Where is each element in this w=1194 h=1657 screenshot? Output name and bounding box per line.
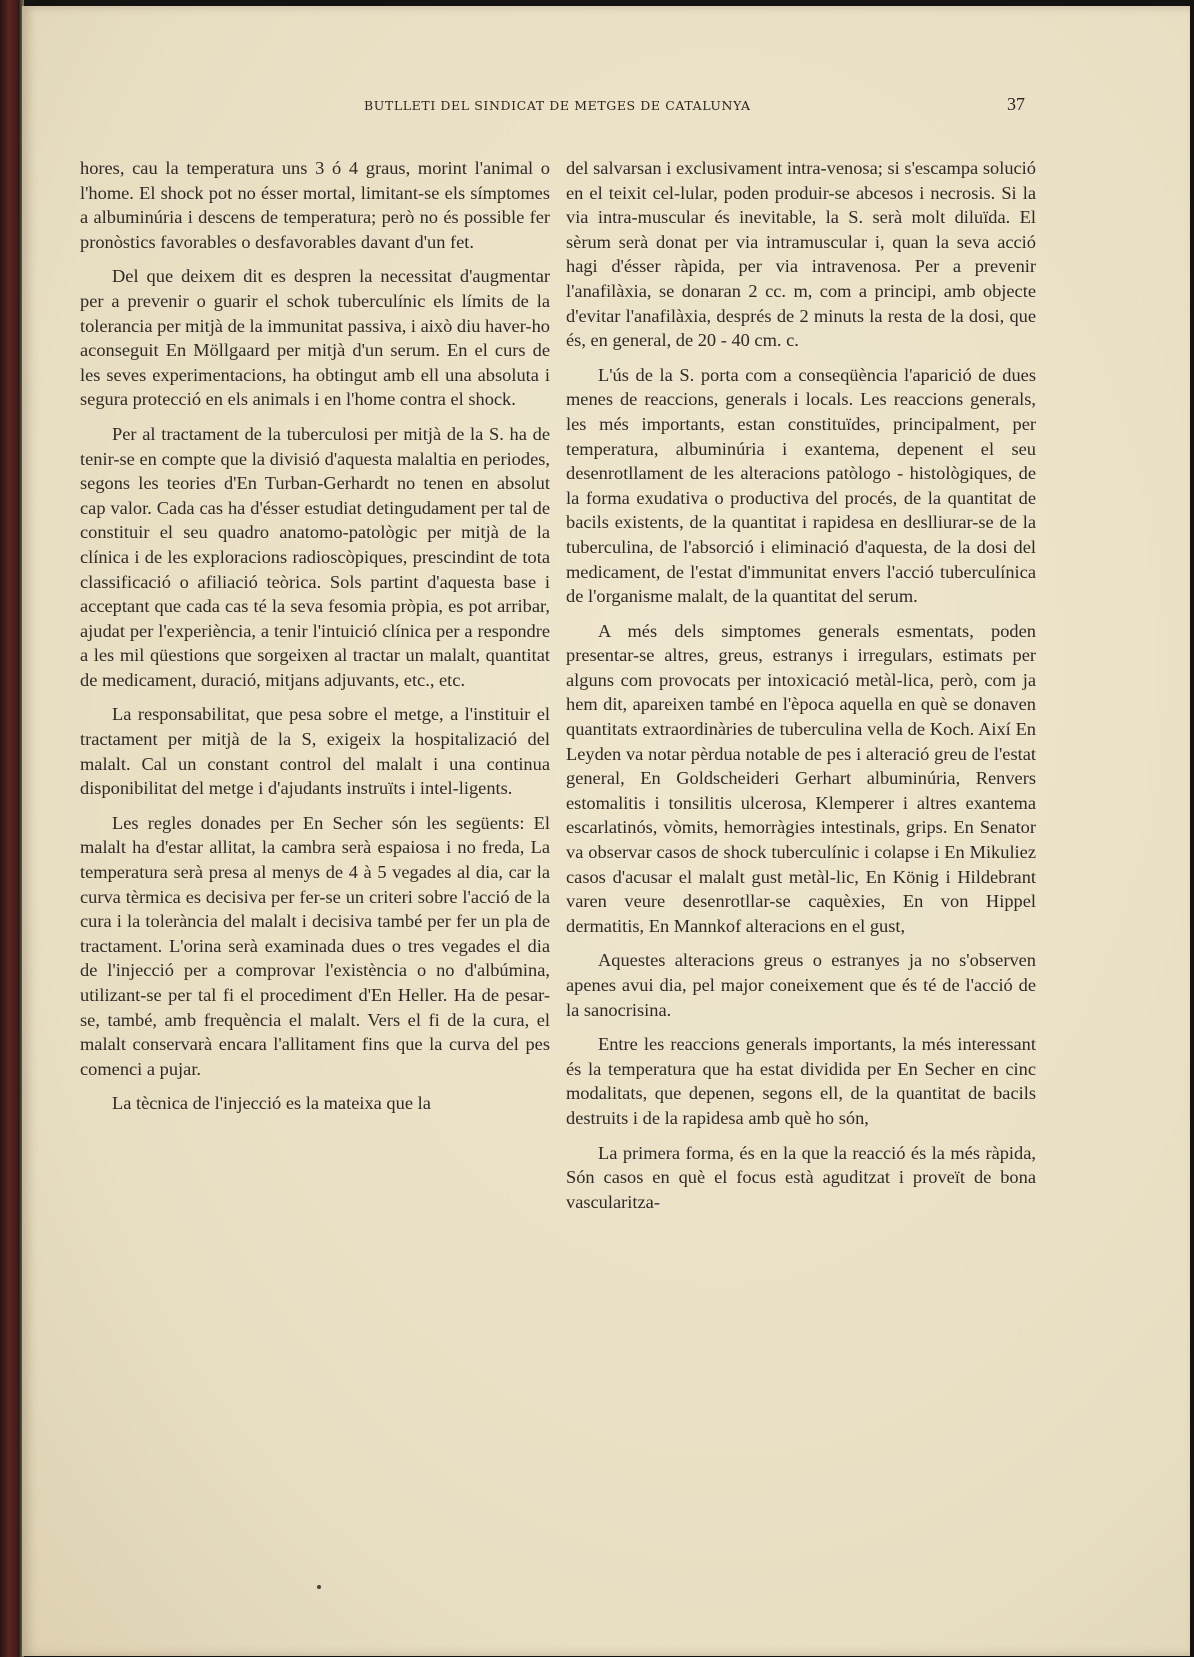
paragraph: del salvarsan i exclusivament intra-venosa; si s'escampa solució en el teixit cel-lular, poden produir-se abcesos i necrosis. Si la via intra-muscular és inevitable, la S. serà molt diluïda. El sèrum serà donat per via intramuscular i, quan la seva acció hagi d'ésser ràpida, per via intravenosa. Per a prevenir l'anafilàxia, se donaran 2 cc. m, com a principi, amb objecte d'evitar l'anafilàxia, després de 2 minuts la resta de la dosi, que és, en general, de 20 - 40 cm. c. xyxy=(566,158,1036,351)
book-binding xyxy=(0,0,20,1657)
paragraph: La tècnica de l'injecció es la mateixa que la xyxy=(112,1093,431,1114)
paragraph: Aquestes alteracions greus o estranyes ja no s'observen apenes avui dia, pel major coneixement que és té de l'acció de la sanocrisina. xyxy=(566,950,1036,1020)
paper-speck xyxy=(317,1585,321,1589)
left-column xyxy=(80,156,550,1126)
paragraph: Les regles donades per En Secher són les següents: El malalt ha d'estar allitat, la cambra serà espaiosa i no freda, La temperatura serà presa al menys de 4 à 5 vegades al dia, car la curva tèrmica es decisiva per fer-se un criteri sobre l'acció de la cura i la tolerància del malalt i decisiva també per fer un pla de tractament. L'orina serà examinada dues o tres vegades el dia de l'injecció per a comprovar l'existència o no d'albúmina, utilizant-se per tal fi el procediment d'En Heller. Ha de pesar-se, també, amb frequència el malalt. Vers el fi de la cura, el malalt conservarà encara l'allitament fins que la curva del pes comenci a pujar. xyxy=(80,812,550,1079)
page-number: 37 xyxy=(1007,94,1025,114)
paragraph: L'ús de la S. porta com a conseqüència l'aparició de dues menes de reaccions, generals i locals. Les reaccions generals, les més importants, estan constituïdes, principalment, per temperatura, albuminúria i exantema, depenent el seu desenrotllament de les alteracions patòlogo - histològiques, de la forma exudativa o productiva del procés, de la quantitat de bacils existents, de la quantitat i rapidesa en deslliurar-se de la tuberculina, de l'absorció i eliminació d'aquesta, de la dosi del medicament, de l'estat d'immunitat envers l'acció tuberculínica de l'organisme malalt, de la quantitat del serum. xyxy=(566,364,1036,607)
paragraph: Per al tractament de la tuberculosi per mitjà de la S. ha de tenir-se en compte que la divisió d'aquesta malaltia en periodes, segons les teories d'En Turban-Gerhardt no tenen en absolut cap valor. Cada cas ha d'ésser estudiat detingudament per tal de constituir el seu quadro anatomo-patològic per mitjà de la clínica i de les exploracions radioscòpiques, prescindint de tota classificació o afiliació teòrica. Sols partint d'aquesta base i acceptant que cada cas té la seva fesomia pròpia, es pot arribar, ajudat per l'experiència, a tenir l'intuició clínica per a respondre a les mil qüestions que sorgeixen al tractar un malalt, quantitat de medicament, duració, mitjans adjuvants, etc., etc. xyxy=(80,423,550,690)
running-head: BUTLLETI DEL SINDICAT DE METGES DE CATALUNYA xyxy=(364,98,751,113)
paragraph: Del que deixem dit es despren la necessitat d'augmentar per a prevenir o guarir el schok tuberculínic els límits de la tolerancia per mitjà de la immunitat passiva, i això diu haver-ho aconseguit En Möllgaard per mitjà d'un serum. En el curs de les seves experimentacions, ha obtingut amb ell una absoluta i segura protecció en els animals i en l'home contra el shock. xyxy=(80,266,550,410)
paragraph: Entre les reaccions generals importants, la més interessant és la temperatura que ha estat dividida per En Secher en cinc modalitats, que depenen, segons ell, de la quantitat de bacils destruits i de la rapidesa amb què ho són, xyxy=(566,1034,1036,1128)
right-column xyxy=(566,156,1036,1224)
paragraph: La primera forma, és en la que la reacció és la més ràpida, Són casos en què el focus està aguditzat i proveït de bona vascularitza- xyxy=(566,1142,1036,1212)
page-header xyxy=(22,94,1190,124)
paragraph: A més dels simptomes generals esmentats, poden presentar-se altres, greus, estranys i irregulars, estimats per alguns com provocats per intoxicació metàl-lica, però, com ja hem dit, apareixen també en l'època aquella en què se donaven quantitats extraordinàries de tuberculina vella de Koch. Així En Leyden va notar pèrdua notable de pes i alteració greu de l'estat general, En Goldscheideri Gerhart albuminúria, Renvers estomalitis i tonsilitis ulcerosa, Klemperer i altres exantema escarlatinós, vòmits, hemorràgies intestinals, grips. En Senator va observar casos de shock tuberculínic i colapse i En Mikuliez casos d'acusar el malalt gust metàl-lic, En König i Hildebrant varen veure desenrotllar-se caquèxies, En von Hippel dermatitis, En Mannkof alteracions en el gust, xyxy=(566,620,1036,936)
paragraph: hores, cau la temperatura uns 3 ó 4 graus, morint l'animal o l'home. El shock pot no ésser mortal, limitant-se els símptomes a albuminúria i descens de temperatura; però no és possible fer pronòstics favorables o desfavorables davant d'un fet. xyxy=(80,158,550,252)
journal-page xyxy=(22,6,1190,1656)
paragraph: La responsabilitat, que pesa sobre el metge, a l'instituir el tractament per mitjà de la S, exigeix la hospitalizació del malalt. Cal un constant control del malalt i una continua disponibilitat del metge i d'ajudants instruïts i intel-ligents. xyxy=(80,704,550,799)
